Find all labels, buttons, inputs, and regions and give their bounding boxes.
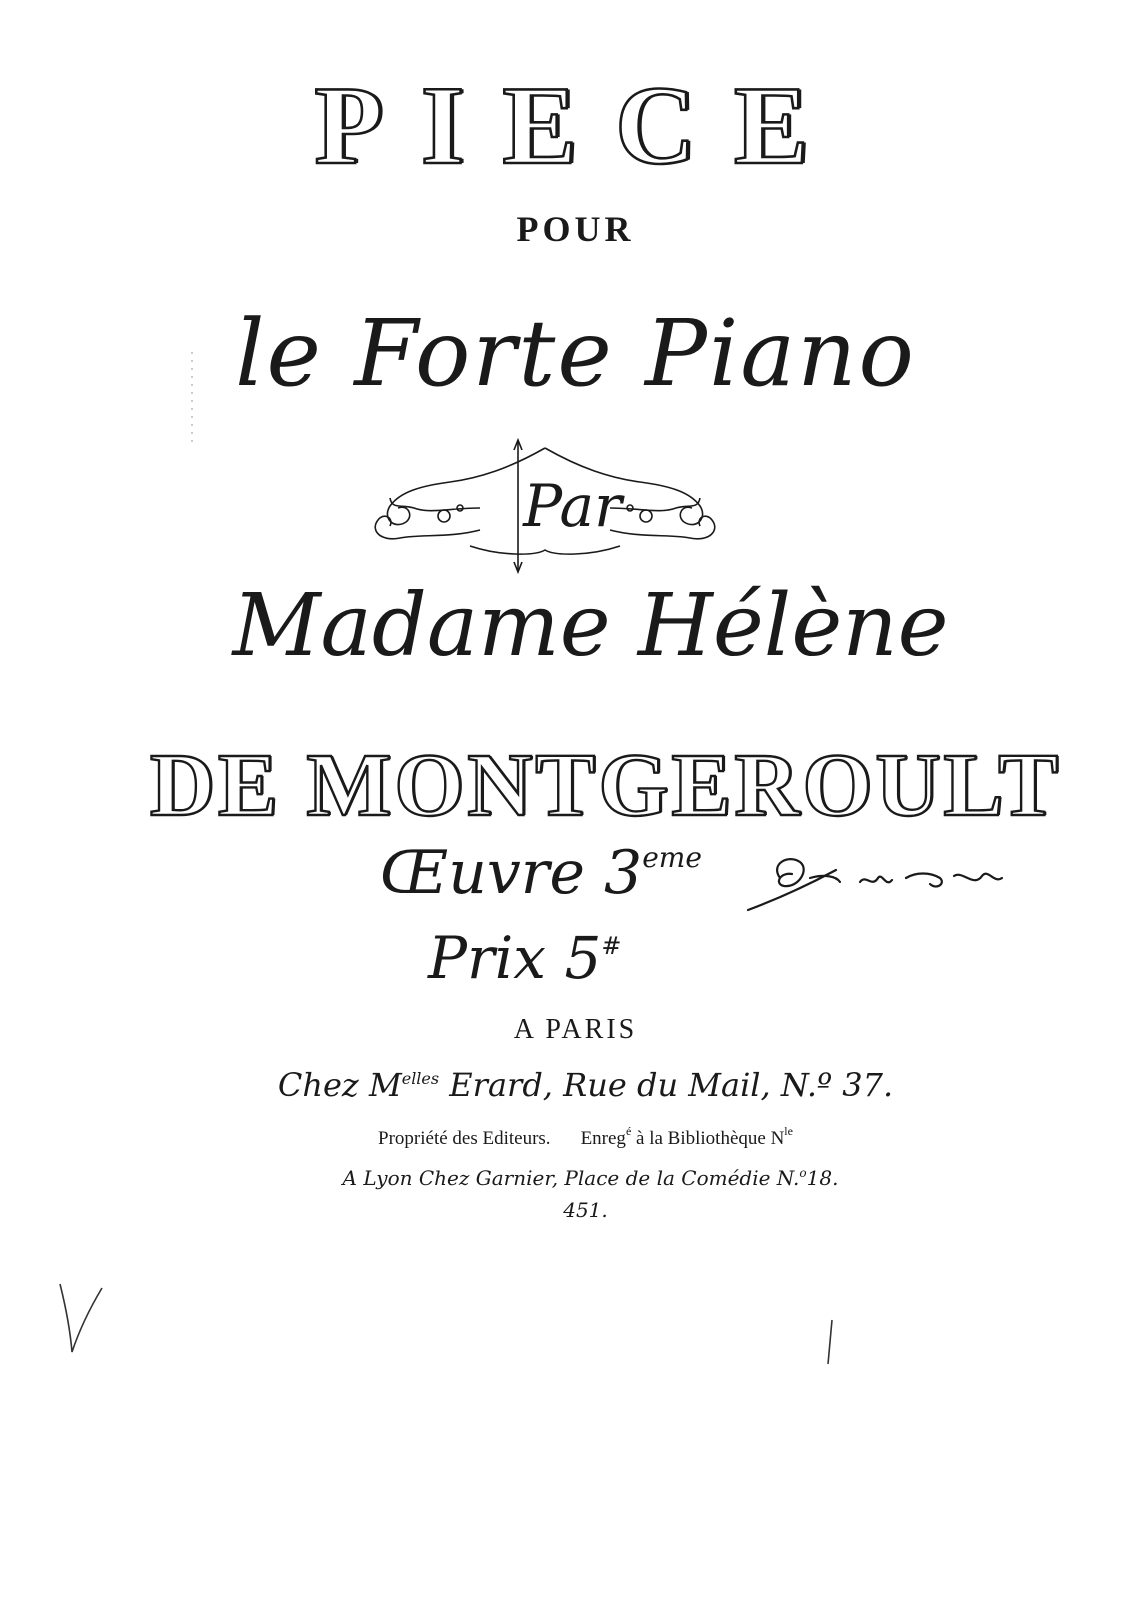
price-line xyxy=(428,924,621,992)
price-unit: # xyxy=(601,932,622,960)
margin-dotted-mark xyxy=(182,350,202,450)
work-title: PIECE xyxy=(314,64,847,188)
opus-suffix: eme xyxy=(642,841,702,874)
opus-label: Œuvre 3 xyxy=(380,838,643,908)
composer-name: DE MONTGEROULT xyxy=(149,736,1062,835)
plate-number: 451. xyxy=(563,1198,608,1222)
chez-rest: Erard, Rue du Mail, N.º 37. xyxy=(449,1066,894,1104)
opus-line xyxy=(380,838,702,908)
lyon-rest: 18. xyxy=(806,1166,839,1190)
lyon-address xyxy=(0,1166,1131,1190)
rights-bibliotheque: à la Bibliothèque N xyxy=(636,1128,785,1149)
dedicatee-line: Madame Hélène xyxy=(232,576,949,676)
margin-tick-mark xyxy=(822,1318,838,1366)
margin-pencil-mark xyxy=(56,1278,106,1358)
price-label: Prix 5 xyxy=(428,924,602,992)
rights-bibliotheque-sup: le xyxy=(784,1124,793,1138)
publisher-city: A PARIS xyxy=(513,1014,638,1045)
publisher-address xyxy=(0,1066,1131,1104)
instrument-line: le Forte Piano xyxy=(235,300,916,407)
chez-prefix: Chez M xyxy=(277,1066,402,1104)
rights-line xyxy=(0,1124,1131,1150)
rights-enreg: Enreg xyxy=(580,1128,626,1149)
lyon-prefix: A Lyon Chez Garnier, Place de la Comédie N. xyxy=(342,1166,800,1190)
handwritten-signature xyxy=(740,848,1010,924)
rights-enreg-sup: é xyxy=(625,1124,632,1138)
chez-sup: elles xyxy=(401,1069,440,1088)
lyon-sup: o xyxy=(799,1166,807,1180)
pour-label: POUR xyxy=(516,209,635,249)
rights-editors: Propriété des Editeurs. xyxy=(378,1128,551,1149)
par-label: Par xyxy=(523,472,622,540)
